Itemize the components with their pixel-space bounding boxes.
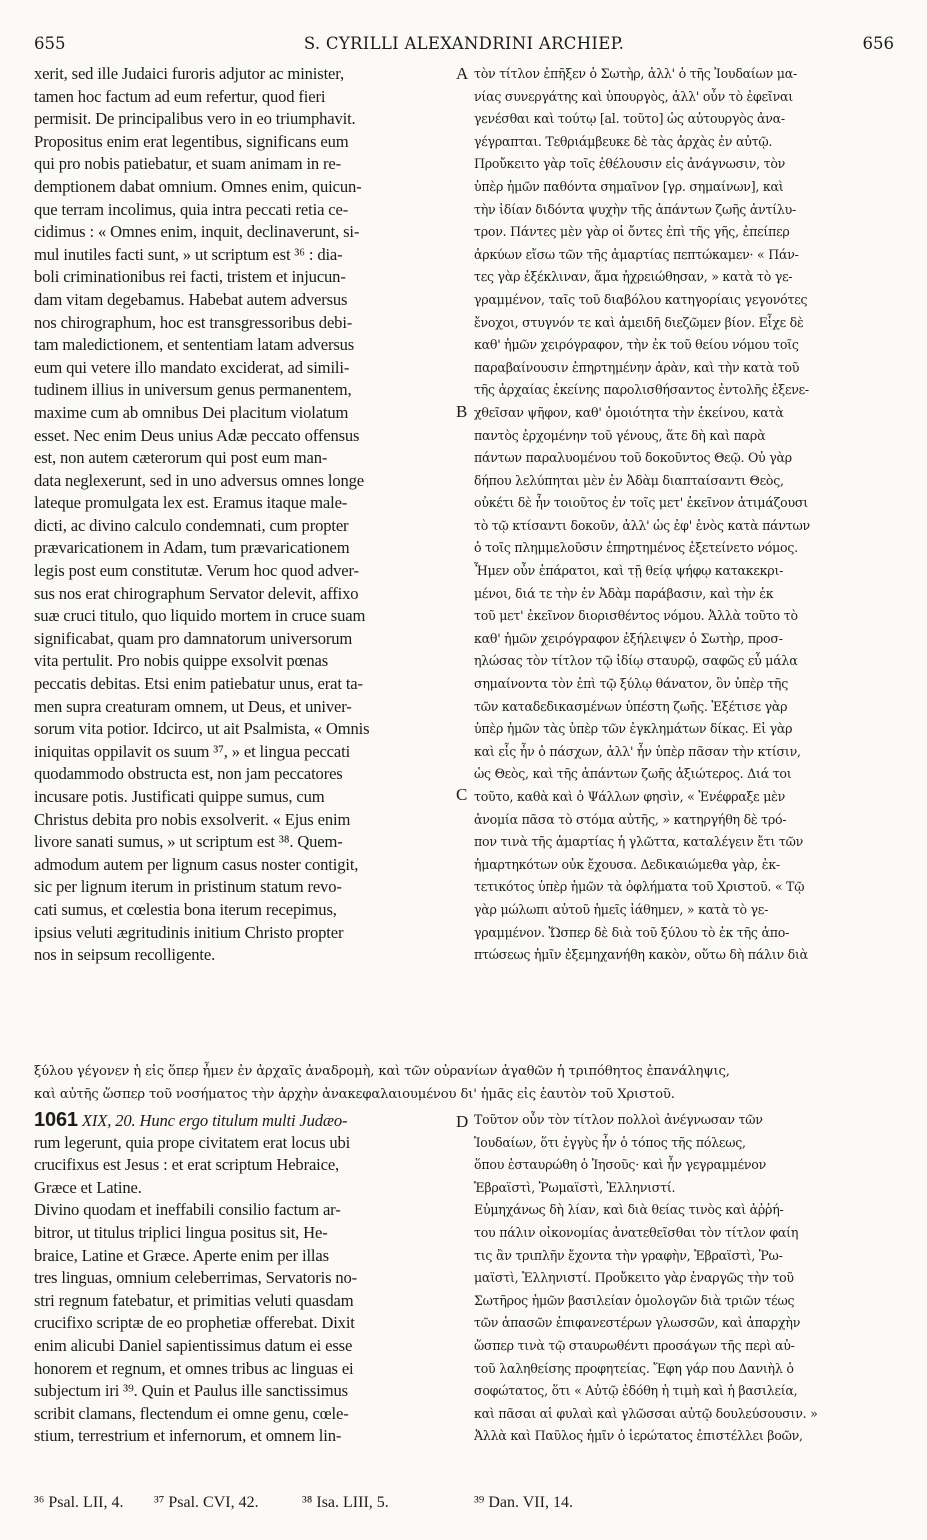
text-line: τοῦ λαληθείσης προφητείας. Ἔφη γάρ που Δανιὴλ ὁ xyxy=(474,1360,794,1376)
text-line: crucifixus est Jesus : et erat scriptum Hebraice, xyxy=(34,1155,340,1175)
text-line: σημαίνοντα τὸν ἐπὶ τῷ ξύλῳ θάνατον, ὃν ὑπὲρ τῆς xyxy=(474,676,789,692)
text-line: γραμμένον, ταῖς τοῦ διαβόλου κατηγορίαις γεγονότες xyxy=(474,291,808,307)
text-line: Ἰουδαίων, ὅτι ἐγγὺς ἦν ὁ τόπος τῆς πόλεως, xyxy=(474,1134,746,1150)
margin-letter-c: C xyxy=(456,785,468,804)
text-line: stium, terrestrium et infernorum, et omnem lin- xyxy=(34,1426,342,1446)
latin-column-bottom xyxy=(34,1109,452,1448)
text-line: καὶ αὐτῆς ὥσπερ τοῦ νοσήματος τὴν ἀρχὴν ἀνακεφαλαιουμένου δι' ἡμᾶς εἰς ἑαυτὸν τοῦ Χριστοῦ. xyxy=(34,1086,675,1102)
text-line: ἡμαρτηκότων οὐκ ἔχουσα. Δεδικαιώμεθα γὰρ, ἐκ- xyxy=(474,856,780,872)
text-line: πον τινὰ τῆς ἁμαρτίας ἡ γλῶττα, καταλέγειν ἔτι τῶν xyxy=(474,834,804,850)
text-line: tudinem illius in universum genus permanentem, xyxy=(34,380,352,400)
text-line: esset. Nec enim Deus unius Adæ peccato offensus xyxy=(34,425,360,445)
text-line: τες γὰρ ἐξέκλιναν, ἅμα ἠχρειώθησαν, » κατὰ τὸ γε- xyxy=(474,269,793,285)
section-number: 1061 xyxy=(34,1109,78,1131)
text-line: παραβαίνουσιν ἐπηρτημένην ἀρὰν, καὶ τὴν κατὰ τοῦ xyxy=(474,359,800,375)
text-line: καὶ πᾶσαι αἱ φυλαὶ καὶ γλῶσσαι αὐτῷ δουλεύσουσιν. » xyxy=(474,1405,818,1421)
text-line: τετικότος ὑπὲρ ἡμῶν τὰ ὀφλήματα τοῦ Χριστοῦ. « Τῷ xyxy=(474,879,805,895)
text-line: Græce et Latine. xyxy=(34,1177,142,1197)
page-header xyxy=(34,34,894,58)
text-line: eum qui vetere illo mandato exciderat, ad simili- xyxy=(34,357,350,377)
text-line: livore sanati sumus, » ut scriptum est ³⁸. Quem- xyxy=(34,832,343,852)
text-line: peccatis debitas. Etsi enim patiebatur unus, erat ta- xyxy=(34,674,363,694)
text-line: τῆς ἀρχαίας ἐκείνης παρολισθήσαντος ἐντολῆς ἐξενε- xyxy=(474,382,809,398)
greek-column-top xyxy=(474,63,892,967)
left-page-number: 655 xyxy=(34,34,66,53)
greek-column-bottom xyxy=(474,1109,892,1448)
text-line: dicti, ac divino calculo condemnati, cum propter xyxy=(34,515,349,535)
text-line: ὅπου ἐσταυρώθη ὁ Ἰησοῦς· καὶ ἦν γεγραμμένον xyxy=(474,1157,767,1173)
text-line: τοῦ μετ' ἐκεῖνον διορισθέντος νόμου. Ἀλλὰ τοῦτο τὸ xyxy=(474,608,798,624)
text-line: του πάλιν οἰκονομίας ἀνατεθεῖσθαι τὸν τίτλον φαίη xyxy=(474,1224,799,1240)
text-line: legis post eum constitutæ. Verum hoc quod adver- xyxy=(34,561,359,581)
text-line: enim alicubi Daniel sapientissimus datum ei esse xyxy=(34,1335,353,1355)
text-line: vita pertulit. Pro nobis quippe exsolvit pœnas xyxy=(34,651,329,671)
text-line: τῶν καταδεδικασμένων ὑπέστη ζωῆς. Ἐξέτισε γὰρ xyxy=(474,698,788,714)
text-line: σοφώτατος, ὅτι « Αὐτῷ ἐδόθη ἡ τιμὴ καὶ ἡ βασιλεία, xyxy=(474,1383,798,1399)
text-line: tres linguas, omnium celeberrimas, Servatoris no- xyxy=(34,1268,358,1288)
text-line: Ἑβραϊστὶ, Ῥωμαϊστὶ, Ἑλληνιστί. xyxy=(474,1179,676,1195)
text-line: τὸ τῷ κτίσαντι δοκοῦν, ἀλλ' ὡς ἐφ' ἑνὸς κατὰ πάντων xyxy=(474,517,810,533)
text-line: admodum autem per lignum casus noster contigit, xyxy=(34,854,359,874)
text-line: Divino quodam et ineffabili consilio factum ar- xyxy=(34,1200,341,1220)
latin-column-top xyxy=(34,63,452,967)
text-line: incusare potis. Justificati quippe sumus, cum xyxy=(34,787,325,806)
text-line: dam vitam degebamus. Habebat autem adversus xyxy=(34,289,348,309)
text-line: cati sumus, et cœlestia bona iterum recepimus, xyxy=(34,899,337,919)
running-title: S. CYRILLI ALEXANDRINI ARCHIEP. xyxy=(303,34,625,53)
text-line: γραμμένον. Ὥσπερ δὲ διὰ τοῦ ξύλου τὸ ἐκ τῆς ἀπο- xyxy=(474,924,790,940)
text-line: Ἀλλὰ καὶ Παῦλος ἡμῖν ὁ ἱερώτατος ἐπιστέλλει βοῶν, xyxy=(474,1428,803,1444)
margin-letter-a: A xyxy=(456,64,469,83)
text-line: μένοι, διά τε τὴν ἐν Ἀδὰμ παράβασιν, καὶ τὴν ἐκ xyxy=(474,585,774,601)
text-line: τοῦτο, καθὰ καὶ ὁ Ψάλλων φησὶν, « Ἐνέφραξε μὲν xyxy=(474,789,786,804)
text-line: qui pro nobis patiebatur, et suam animam in re- xyxy=(34,154,342,174)
text-line: suæ cruci titulo, quo liquido mortem in cruce suam xyxy=(34,606,366,626)
text-line: καθ' ἡμῶν χειρόγραφον ἐξήλειψεν ὁ Σωτὴρ, προσ- xyxy=(474,630,783,646)
text-line: Ἦμεν οὖν ἐπάρατοι, καὶ τῇ θείᾳ ψήφῳ κατακεκρι- xyxy=(474,563,784,579)
text-line: nos chirographum, hoc est transgressoribus debi- xyxy=(34,312,353,332)
text-line: ἔνοχοι, στυγνόν τε καὶ ἀμειδῆ διεζῶμεν βίον. Εἶχε δὲ xyxy=(474,314,804,330)
text-line: καὶ εἷς ἦν ὁ πάσχων, ἀλλ' ἦν ὑπὲρ πᾶσαν τὴν κτίσιν, xyxy=(474,743,801,759)
text-line: stri regnum fatebatur, et primitias veluti quasdam xyxy=(34,1290,354,1310)
text-line: demptionem dabat omnium. Omnes enim, quicun- xyxy=(34,176,362,196)
text-line: boli criminationibus rei facti, tristem et injucun- xyxy=(34,267,346,287)
text-line: men supra creaturam omnem, ut Deus, et univer- xyxy=(34,696,352,716)
margin-letter-b: B xyxy=(456,402,468,421)
footnote-38: ³⁸ Isa. LIII, 5. xyxy=(302,1494,389,1511)
text-line: crucifixo scriptæ de eo prophetiæ offerebat. Dixit xyxy=(34,1313,355,1333)
text-line: data neglexerunt, sed in uno adversus omnes longe xyxy=(34,470,364,490)
footnote-37: ³⁷ Psal. CVI, 42. xyxy=(154,1494,259,1511)
text-line: sic per lignum iterum in pristinum statum revo- xyxy=(34,877,342,897)
text-line: τρον. Πάντες μὲν γὰρ οἱ ὄντες ἐπὶ τῆς γῆς, ἐπείπερ xyxy=(474,224,790,240)
text-line: maxime cum ab omnibus Dei placitum violatum xyxy=(34,402,349,422)
text-line: iniquitas oppilavit os suum ³⁷, » et lingua peccati xyxy=(34,741,351,761)
text-line: ηλώσας τὸν τίτλον τῷ ἰδίῳ σταυρῷ, σαφῶς εὖ μάλα xyxy=(474,653,798,669)
text-line: honorem et regnum, et omnes tribus ac linguas ei xyxy=(34,1358,354,1378)
right-page-number: 656 xyxy=(862,34,894,53)
text-line: prævaricationem in Adam, tum prævaricationem xyxy=(34,538,350,558)
text-line: γενέσθαι καὶ τούτῳ [al. τοῦτο] ὡς αὐτουργὸς ἀνα- xyxy=(474,111,785,127)
text-line: quodammodo obstructa est, non jam peccatores xyxy=(34,764,343,784)
text-line: cidimus : « Omnes enim, inquit, declinaverunt, si- xyxy=(34,222,360,242)
text-line: Σωτῆρος ἡμῶν βασιλείαν ὁμολογῶν διὰ τριῶν τέως xyxy=(474,1292,795,1308)
text-line: μαϊστὶ, Ἑλληνιστί. Προὔκειτο γὰρ ἐναργῶς τὴν τοῦ xyxy=(474,1270,794,1286)
text-line: Propositus enim erat legentibus, significans eum xyxy=(34,131,349,151)
text-line: Τοῦτον οὖν τὸν τίτλον πολλοὶ ἀνέγνωσαν τῶν xyxy=(474,1112,763,1127)
text-line: ipsius veluti ægritudinis initium Christo propter xyxy=(34,922,344,942)
text-line: sus nos erat chirographum Servator delevit, affixo xyxy=(34,583,359,603)
text-line: ὁ τοῖς πλημμελοῦσιν ἐπηρτημένος ἐξετείνετο νόμος. xyxy=(474,540,798,556)
text-line: tamen hoc factum ad eum refertur, quod fieri xyxy=(34,86,326,106)
text-line: Christus debita pro nobis exsolverit. « Ejus enim xyxy=(34,809,351,829)
text-line: τὴν ἰδίαν διδόντα ψυχὴν τῆς ἁπάντων ζωῆς ἀντίλυ- xyxy=(474,201,797,217)
text-line: οὐκέτι δὲ ἦν τοιοῦτος ἐν τοῖς μετ' ἐκεῖνον ἀτιμάζουσι xyxy=(474,495,808,511)
text-line: scribit clamans, flectendum ei omne genu, cœle- xyxy=(34,1403,349,1423)
text-line: ὑπὲρ ἡμῶν τὰς ὑπὲρ τῶν ἐγκλημάτων δίκας. Εἰ γὰρ xyxy=(474,721,793,737)
margin-letter-d: D xyxy=(456,1112,469,1131)
text-line: παντὸς ἐρχομένην τοῦ γένους, ἅτε δὴ καὶ παρὰ xyxy=(474,427,766,443)
text-line: γὰρ μώλωπι αὐτοῦ ἡμεῖς ἰάθημεν, » κατὰ τὸ γε- xyxy=(474,901,769,917)
text-line: καθ' ἡμῶν χειρόγραφον, τὴν ἐκ τοῦ θείου νόμου τοῖς xyxy=(474,337,799,353)
text-line: ξύλου γέγονεν ἡ εἰς ὅπερ ἦμεν ἐν ἀρχαῖς ἀναδρομὴ, καὶ τῶν οὐρανίων ἀγαθῶν ἡ τριπόθητος ἐπανάληψις, xyxy=(34,1064,730,1079)
text-line: est, non autem cæterorum qui post eum man- xyxy=(34,448,328,468)
text-line: subjectum iri ³⁹. Quin et Paulus ille sanctissimus xyxy=(34,1381,348,1401)
full-width-greek-lines xyxy=(34,1061,890,1106)
text-line: πτώσεως ἡμῖν ἐξεμηχανήθη κακὸν, οὕτω δὴ πάλιν διὰ xyxy=(474,947,808,963)
text-line: ὑπὲρ ἡμῶν παθόντα σημαῖνον [γρ. σημαίνων], καὶ xyxy=(474,178,784,194)
text-line: mul inutiles facti sunt, » ut scriptum est ³⁶ : dia- xyxy=(34,244,343,264)
text-line: xerit, sed ille Judaici furoris adjutor ac minister, xyxy=(34,64,344,83)
text-line: Εὐμηχάνως δὴ λίαν, καὶ διὰ θείας τινὸς καὶ ἀῤῥή- xyxy=(474,1202,784,1218)
text-line: bitror, ut titulus triplici lingua positus sit, He- xyxy=(34,1222,328,1242)
text-line: permisit. De principalibus vero in eo triumphavit. xyxy=(34,109,356,129)
text-line: νίας συνεργάτης καὶ ὑπουργὸς, ἀλλ' οὖν τὸ ἐφεῖναι xyxy=(474,88,793,104)
text-line: ὡς Θεὸς, καὶ τῆς ἁπάντων ζωῆς ἀξιώτερος. Διά τοι xyxy=(474,766,792,782)
footnote-39: ³⁹ Dan. VII, 14. xyxy=(474,1494,573,1511)
text-line: lateque promulgata lex est. Eramus itaque male- xyxy=(34,493,348,513)
text-line: que terram incolimus, quia intra peccati retia ce- xyxy=(34,199,349,219)
text-line: braice, Latine et Græce. Aperte enim per illas xyxy=(34,1245,329,1265)
text-line: Προὔκειτο γὰρ τοῖς ἐθέλουσιν εἰς ἀνάγνωσιν, τὸν xyxy=(474,156,786,172)
text-line: ὥσπερ τινὰ τῷ σταυρωθέντι προσάγων τῆς περὶ αὐ- xyxy=(474,1337,795,1353)
text-line: τὸν τίτλον ἐπῆξεν ὁ Σωτὴρ, ἀλλ' ὁ τῆς Ἰουδαίων μα- xyxy=(474,66,797,81)
text-line: χθεῖσαν ψῆφον, καθ' ὁμοιότητα τὴν ἐκείνου, κατὰ xyxy=(474,404,784,420)
section-heading-line xyxy=(34,1109,452,1132)
text-line: sorum vita potior. Idcirco, ut ait Psalmista, « Omnis xyxy=(34,719,370,739)
text-line: γέγραπται. Τεθριάμβευκε δὲ τὰς ἀρχὰς ἐν αὐτῷ. xyxy=(474,133,773,149)
text-line: τις ἂν τριπλῆν ἔχοντα τὴν γραφὴν, Ἑβραϊστὶ, Ῥω- xyxy=(474,1247,783,1263)
text-line: ἀρκύων εἴσω τῶν τῆς ἁμαρτίας πεπτώκαμεν· « Πάν- xyxy=(474,246,799,262)
text-line: nos in seipsum recolligente. xyxy=(34,945,216,965)
text-line: ἀνομία πᾶσα τὸ στόμα αὐτῆς, » κατηργήθη δὲ τρό- xyxy=(474,811,787,827)
text-line: τῶν ἁπασῶν ἐπιφανεστέρων γλωσσῶν, καὶ ἀπαρχὴν xyxy=(474,1315,801,1331)
text-line: δήπου λελύπηται μὲν ἐν Ἀδὰμ διαπταίσαντι Θεὸς, xyxy=(474,472,784,488)
footnote-36: ³⁶ Psal. LII, 4. xyxy=(34,1494,124,1511)
lemma-start: XIX, 20. Hunc ergo titulum multi Judæo- xyxy=(81,1111,348,1130)
text-line: tam maledictionem, et sententiam latam adversus xyxy=(34,335,355,355)
footnotes xyxy=(34,1494,894,1518)
text-line: rum legerunt, quia prope civitatem erat locus ubi xyxy=(34,1132,351,1152)
text-line: πάντων παραλυομένου τοῦ δοκοῦντος Θεῷ. Οὐ γὰρ xyxy=(474,450,792,466)
text-line: significabat, quam pro damnatorum universorum xyxy=(34,628,353,648)
